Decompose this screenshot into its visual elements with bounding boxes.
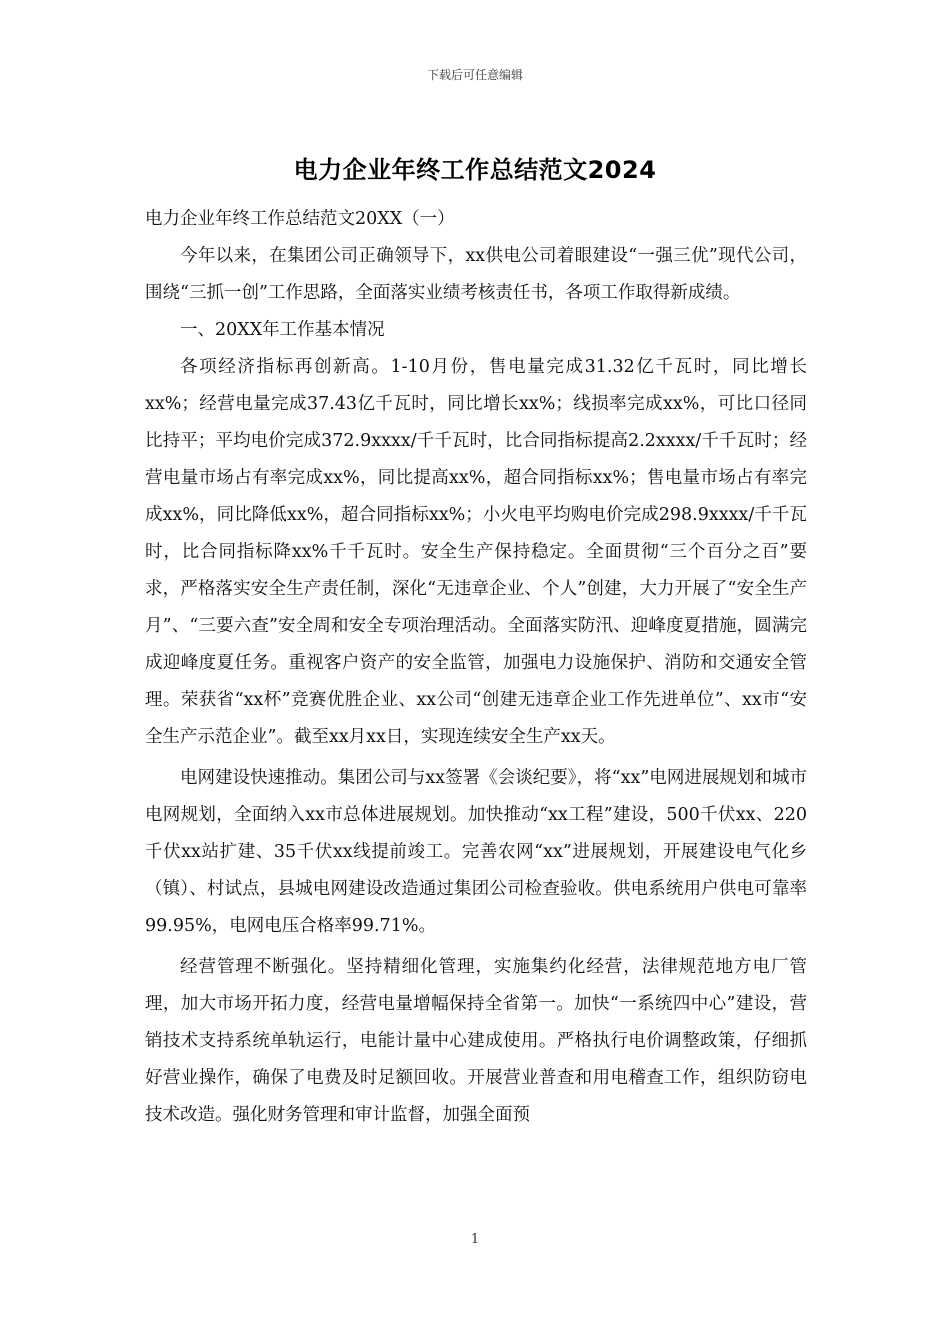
page-number: 1 xyxy=(470,1232,480,1247)
paragraph-economic-indicators: 各项经济指标再创新高。1-10月份，售电量完成31.32亿千瓦时，同比增长xx%；经营电量完成37.43亿千瓦时，同比增长xx%；线损率完成xx%，可比口径同比持平；平均电价完成372.9xxxx/千千瓦时，比合同指标提高2.2xxxx/千千瓦时；经营电量市场占有率完成xx%，同比提高xx%，超合同指标xx%；售电量市场占有率完成xx%，同比降低xx%，超合同指标xx%；小火电平均购电价完成298.9xxxx/千千瓦时，比合同指标降xx%千千瓦时。安全生产保持稳定。全面贯彻“三个百分之百”要求，严格落实安全生产责任制，深化“无违章企业、个人”创建，大力开展了“安全生产月”、“三要六查”安全周和安全专项治理活动。全面落实防汛、迎峰度夏措施，圆满完成迎峰度夏任务。重视客户资产的安全监管，加强电力设施保护、消防和交通安全管理。荣获省“xx杯”竞赛优胜企业、xx公司“创建无违章企业工作先进单位”、xx市“安全生产示范企业”。截至xx月xx日，实现连续安全生产xx天。 xyxy=(145,357,807,747)
paragraph-intro: 今年以来，在集团公司正确领导下，xx供电公司着眼建设“一强三优”现代公司，围绕“三抓一创”工作思路，全面落实业绩考核责任书，各项工作取得新成绩。 xyxy=(145,246,807,303)
document-body xyxy=(145,201,807,1134)
paragraph-operations-management: 经营管理不断强化。坚持精细化管理，实施集约化经营，法律规范地方电厂管理，加大市场开拓力度，经营电量增幅保持全省第一。加快“一系统四中心”建设，营销技术支持系统单轨运行，电能计量中心建成使用。严格执行电价调整政策，仔细抓好营业操作，确保了电费及时足额回收。开展营业普查和用电稽查工作，组织防窃电技术改造。强化财务管理和审计监督，加强全面预 xyxy=(145,957,807,1125)
header-note: 下载后可任意编辑 xyxy=(426,68,523,82)
section-heading: 一、20XX年工作基本情况 xyxy=(180,320,385,340)
document-subtitle: 电力企业年终工作总结范文20XX（一） xyxy=(145,209,455,229)
paragraph-grid-construction: 电网建设快速推动。集团公司与xx签署《会谈纪要》，将“xx”电网进展规划和城市电网规划，全面纳入xx市总体进展规划。加快推动“xx工程”建设，500千伏xx、220千伏xx站扩建、35千伏xx线提前竣工。完善农网“xx”进展规划，开展建设电气化乡（镇）、村试点，县城电网建设改造通过集团公司检查验收。供电系统用户供电可靠率99.95%，电网电压合格率99.71%。 xyxy=(145,768,807,936)
document-title: 电力企业年终工作总结范文2024 xyxy=(293,156,657,184)
